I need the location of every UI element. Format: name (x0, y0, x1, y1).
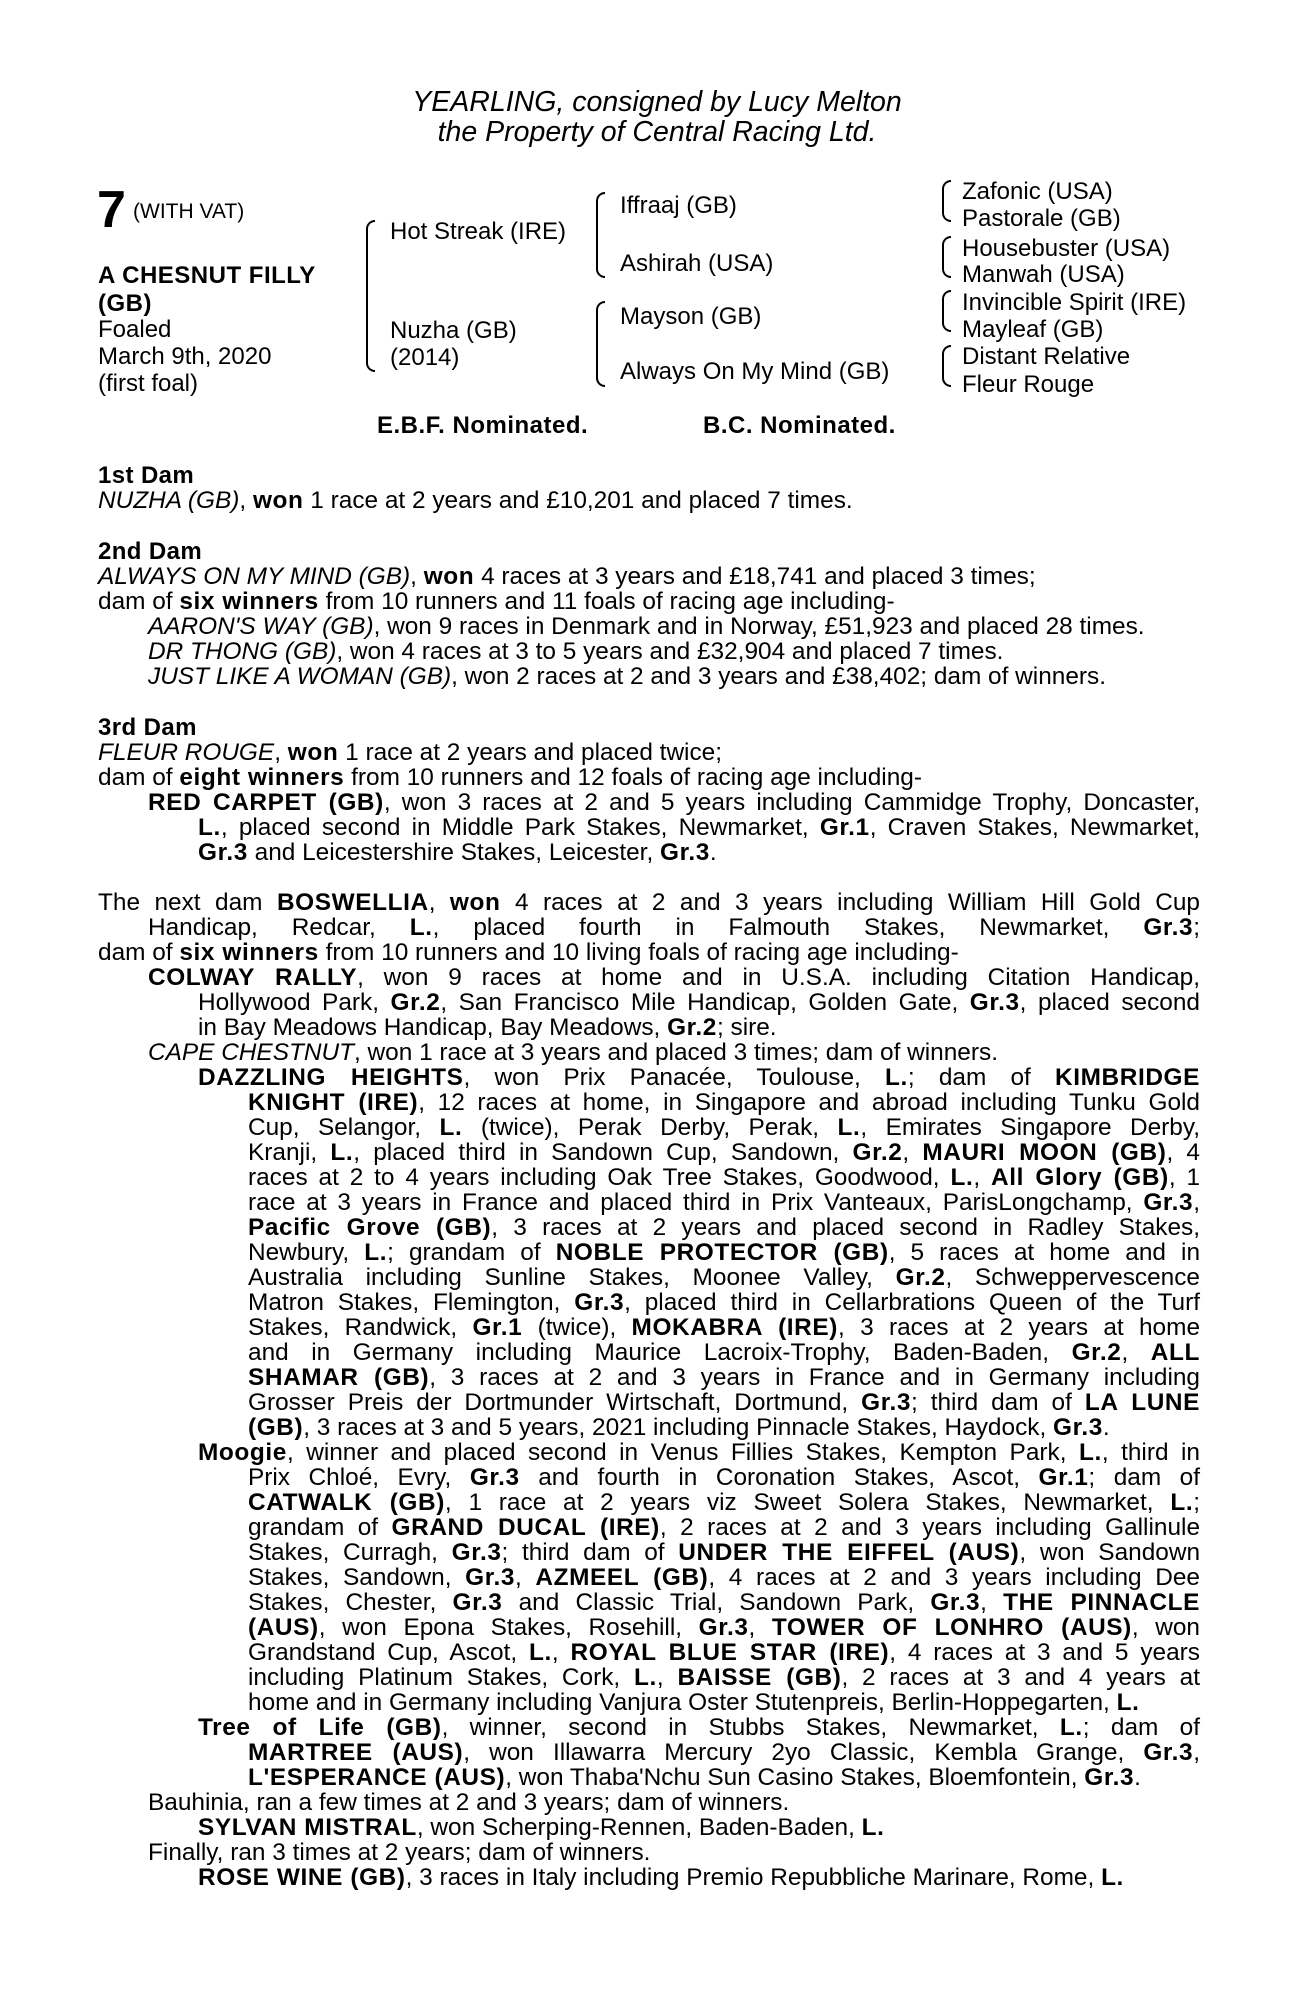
ancestor: Manwah (USA) (962, 261, 1125, 288)
next-dam-line: home and in Germany including Vanjura Oster Stutenpreis, Berlin-Hoppegarten, L. (248, 1689, 1140, 1716)
next-dam-line: including Platinum Stakes, Cork, L., BAISSE (GB), 2 races at 3 and 4 years at (248, 1664, 1200, 1691)
vat-label: (WITH VAT) (133, 200, 245, 223)
next-dam-line: race at 3 years in France and placed third in Prix Vanteaux, ParisLongchamp, Gr.3, (248, 1189, 1200, 1216)
offspring-entry: JUST LIKE A WOMAN (GB), won 2 races at 2 and 3 years and £38,402; dam of winners. (148, 663, 1106, 690)
next-dam-line: Matron Stakes, Flemington, Gr.3, placed third in Cellarbrations Queen of the Turf (248, 1289, 1200, 1316)
next-dam-line: Bauhinia, ran a few times at 2 and 3 years; dam of winners. (148, 1789, 790, 1816)
dam2-text: ALWAYS ON MY MIND (GB), won 4 races at 3 years and £18,741 and placed 3 times; (98, 563, 1036, 590)
lot-title: A CHESNUT FILLY (98, 262, 316, 289)
ancestor: Housebuster (USA) (962, 235, 1171, 262)
ancestor: Distant Relative (962, 343, 1131, 370)
next-dam-line: CATWALK (GB), 1 race at 2 years viz Sweet Solera Stakes, Newmarket, L.; (248, 1489, 1200, 1516)
foaled-date: March 9th, 2020 (98, 343, 272, 370)
dam-name: Nuzha (GB) (390, 317, 517, 344)
next-dam-line: Newbury, L.; grandam of NOBLE PROTECTOR (GB), 5 races at home and in (248, 1239, 1201, 1266)
dam3-text: FLEUR ROUGE, won 1 race at 2 years and placed twice; (98, 739, 723, 766)
next-dam-line: COLWAY RALLY, won 9 races at home and in U.S.A. including Citation Handicap, (148, 964, 1200, 991)
next-dam-line: and in Germany including Maurice Lacroix-Trophy, Baden-Baden, Gr.2, ALL (248, 1339, 1200, 1366)
offspring-entry-cont: L., placed second in Middle Park Stakes, Newmarket, Gr.1, Craven Stakes, Newmarket, (198, 814, 1201, 841)
next-dam-line: Kranji, L., placed third in Sandown Cup, Sandown, Gr.2, MAURI MOON (GB), 4 (248, 1139, 1200, 1166)
pedigree-bracket (942, 236, 951, 278)
dam-sire: Mayson (GB) (620, 303, 762, 330)
next-dam-line: MARTREE (AUS), won Illawarra Mercury 2yo Classic, Kembla Grange, Gr.3, (248, 1739, 1200, 1766)
ancestor: Zafonic (USA) (962, 178, 1113, 205)
next-dam-line: ROSE WINE (GB), 3 races in Italy including Premio Repubbliche Marinare, Rome, L. (198, 1864, 1124, 1891)
next-dam-line: races at 2 to 4 years including Oak Tree Stakes, Goodwood, L., All Glory (GB), 1 (248, 1164, 1201, 1191)
next-dam-line: Stakes, Randwick, Gr.1 (twice), MOKABRA (IRE), 3 races at 2 years at home (248, 1314, 1201, 1341)
dam1-text: NUZHA (GB), won 1 race at 2 years and £10,201 and placed 7 times. (98, 487, 853, 514)
next-dam-line: Tree of Life (GB), winner, second in Stubbs Stakes, Newmarket, L.; dam of (198, 1714, 1201, 1741)
offspring-entry: DR THONG (GB), won 4 races at 3 to 5 years and £32,904 and placed 7 times. (148, 638, 1004, 665)
pedigree-bracket (942, 345, 951, 387)
lot-number: 7 (97, 181, 126, 239)
pedigree-bracket (366, 220, 375, 372)
ancestor: Pastorale (GB) (962, 205, 1121, 232)
next-dam-line: in Bay Meadows Handicap, Bay Meadows, Gr.2; sire. (198, 1014, 777, 1041)
offspring-entry: RED CARPET (GB), won 3 races at 2 and 5 years including Cammidge Trophy, Doncaster, (148, 789, 1200, 816)
next-dam-line: Handicap, Redcar, L., placed fourth in Falmouth Stakes, Newmarket, Gr.3; (148, 914, 1200, 941)
pedigree-bracket (596, 301, 605, 387)
pedigree-bracket (942, 290, 951, 332)
dam3-heading: 3rd Dam (98, 714, 197, 741)
foal-note: (first foal) (98, 370, 199, 397)
next-dam-line: DAZZLING HEIGHTS, won Prix Panacée, Toulouse, L.; dam of KIMBRIDGE (198, 1064, 1200, 1091)
sale-heading-line1: YEARLING, consigned by Lucy Melton (412, 86, 902, 118)
next-dam-line: dam of six winners from 10 runners and 10 living foals of racing age including- (98, 939, 959, 966)
dam1-heading: 1st Dam (98, 462, 195, 489)
pedigree-bracket (942, 180, 951, 222)
offspring-entry: AARON'S WAY (GB), won 9 races in Denmark and in Norway, £51,923 and placed 28 times. (148, 613, 1145, 640)
next-dam-line: Cup, Selangor, L. (twice), Perak Derby, Perak, L., Emirates Singapore Derby, (248, 1114, 1200, 1141)
next-dam-line: Hollywood Park, Gr.2, San Francisco Mile Handicap, Golden Gate, Gr.3, placed second (198, 989, 1200, 1016)
next-dam-line: The next dam BOSWELLIA, won 4 races at 2 and 3 years including William Hill Gold Cup (98, 889, 1200, 916)
dam3-produce: dam of eight winners from 10 runners and 12 foals of racing age including- (98, 764, 922, 791)
offspring-entry-cont: Gr.3 and Leicestershire Stakes, Leicester, Gr.3. (198, 839, 717, 866)
next-dam-line: Stakes, Curragh, Gr.3; third dam of UNDER THE EIFFEL (AUS), won Sandown (248, 1539, 1201, 1566)
next-dam-line: Moogie, winner and placed second in Venus Fillies Stakes, Kempton Park, L., third in (198, 1439, 1200, 1466)
next-dam-line: Pacific Grove (GB), 3 races at 2 years and placed second in Radley Stakes, (248, 1214, 1200, 1241)
next-dam-line: KNIGHT (IRE), 12 races at home, in Singapore and abroad including Tunku Gold (248, 1089, 1200, 1116)
pedigree-bracket (596, 192, 605, 278)
dam2-heading: 2nd Dam (98, 538, 203, 565)
next-dam-line: grandam of GRAND DUCAL (IRE), 2 races at 2 and 3 years including Gallinule (248, 1514, 1201, 1541)
dam-dam: Always On My Mind (GB) (620, 358, 890, 385)
next-dam-line: CAPE CHESTNUT, won 1 race at 3 years and placed 3 times; dam of winners. (148, 1039, 998, 1066)
next-dam-line: (AUS), won Epona Stakes, Rosehill, Gr.3, TOWER OF LONHRO (AUS), won (248, 1614, 1201, 1641)
next-dam-line: Grosser Preis der Dortmunder Wirtschaft, Dortmund, Gr.3; third dam of LA LUNE (248, 1389, 1200, 1416)
bc-nomination: B.C. Nominated. (703, 412, 896, 439)
sire-name: Hot Streak (IRE) (390, 218, 567, 245)
next-dam-line: Grandstand Cup, Ascot, L., ROYAL BLUE STAR (IRE), 4 races at 3 and 5 years (248, 1639, 1200, 1666)
next-dam-line: Prix Chloé, Evry, Gr.3 and fourth in Coronation Stakes, Ascot, Gr.1; dam of (248, 1464, 1201, 1491)
ancestor: Invincible Spirit (IRE) (962, 289, 1187, 316)
next-dam-line: L'ESPERANCE (AUS), won Thaba'Nchu Sun Casino Stakes, Bloemfontein, Gr.3. (248, 1764, 1141, 1791)
sale-heading-line2: the Property of Central Racing Ltd. (437, 116, 877, 148)
dam-year: (2014) (390, 344, 460, 371)
dam2-produce: dam of six winners from 10 runners and 11 foals of racing age including- (98, 588, 895, 615)
next-dam-line: Australia including Sunline Stakes, Moonee Valley, Gr.2, Schweppervescence (248, 1264, 1200, 1291)
ebf-nomination: E.B.F. Nominated. (377, 412, 589, 439)
next-dam-line: SYLVAN MISTRAL, won Scherping-Rennen, Baden-Baden, L. (198, 1814, 885, 1841)
next-dam-line: Stakes, Chester, Gr.3 and Classic Trial, Sandown Park, Gr.3, THE PINNACLE (248, 1589, 1200, 1616)
next-dam-line: SHAMAR (GB), 3 races at 2 and 3 years in France and in Germany including (248, 1364, 1200, 1391)
foaled-label: Foaled (98, 316, 172, 343)
next-dam-line: (GB), 3 races at 3 and 5 years, 2021 including Pinnacle Stakes, Haydock, Gr.3. (248, 1414, 1110, 1441)
ancestor: Mayleaf (GB) (962, 316, 1104, 343)
lot-title-country: (GB) (98, 290, 152, 317)
sire-sire: Iffraaj (GB) (620, 192, 737, 219)
next-dam-line: Finally, ran 3 times at 2 years; dam of winners. (148, 1839, 651, 1866)
sire-dam: Ashirah (USA) (620, 250, 774, 277)
next-dam-line: Stakes, Sandown, Gr.3, AZMEEL (GB), 4 races at 2 and 3 years including Dee (248, 1564, 1200, 1591)
ancestor: Fleur Rouge (962, 371, 1095, 398)
